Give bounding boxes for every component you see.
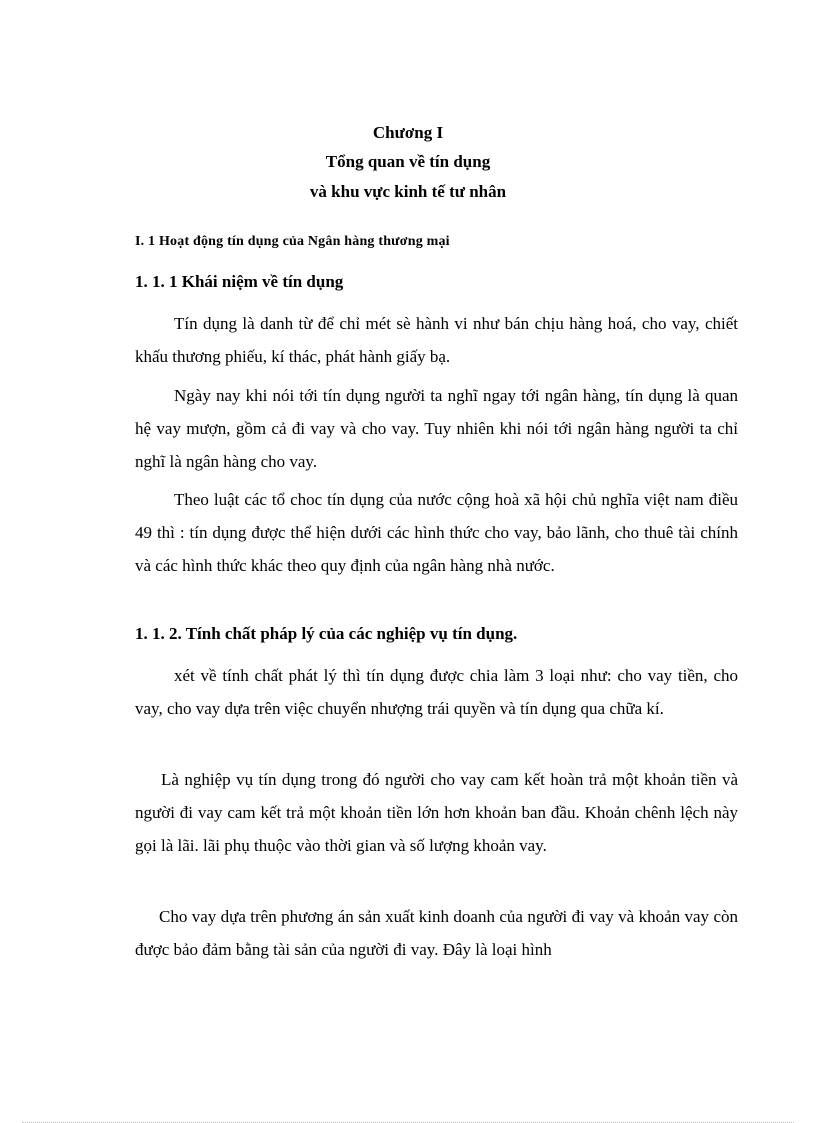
chapter-title-line-2: và khu vực kinh tế tư nhân (309, 182, 507, 201)
subsection-heading-2: 1. 1. 2. Tính chất pháp lý của các nghiệp vụ tín dụng. (135, 624, 518, 643)
chapter-title-line-1: Tổng quan về tín dụng (325, 152, 491, 171)
paragraph: Tín dụng là danh từ để chỉ mét sè hành vi như bán chịu hàng hoá, cho vay, chiết khấu thương phiếu, kí thác, phát hành giấy bạ. (135, 314, 738, 366)
section-title: I. 1 Hoạt động tín dụng của Ngân hàng thương mại (135, 234, 450, 249)
paragraph: Ngày nay khi nói tới tín dụng người ta nghĩ ngay tới ngân hàng, tín dụng là quan hệ vay mượn, gồm cả đi vay và cho vay. Tuy nhiên khi nói tới ngân hàng người ta chỉ nghĩ là ngân hàng cho vay. (135, 386, 738, 471)
paragraph: Theo luật các tổ choc tín dụng của nước cộng hoà xã hội chủ nghĩa việt nam điều 49 thì : tín dụng được thể hiện dưới các hình thức cho vay, bảo lãnh, cho thuê tài chính và các hình thức khác theo quy định của ngân hàng nhà nước. (135, 490, 738, 575)
paragraph: xét về tính chất phát lý thì tín dụng được chia làm 3 loại như: cho vay tiền, cho vay, cho vay dựa trên việc chuyển nhượng trái quyền và tín dụng qua chữa kí. (135, 666, 738, 718)
paragraph: Là nghiệp vụ tín dụng trong đó người cho vay cam kết hoàn trả một khoản tiền và người đi vay cam kết trả một khoản tiền lớn hơn khoản ban đầu. Khoản chênh lệch này gọi là lãi. lãi phụ thuộc vào thời gian và số lượng khoản vay. (135, 770, 738, 855)
chapter-number: Chương I (372, 123, 444, 142)
paragraph: Cho vay dựa trên phương án sản xuất kinh doanh của người đi vay và khoản vay còn được bảo đảm bằng tài sản của người đi vay. Đây là loại hình (135, 907, 738, 959)
subsection-heading-1: 1. 1. 1 Khái niệm về tín dụng (135, 272, 344, 291)
